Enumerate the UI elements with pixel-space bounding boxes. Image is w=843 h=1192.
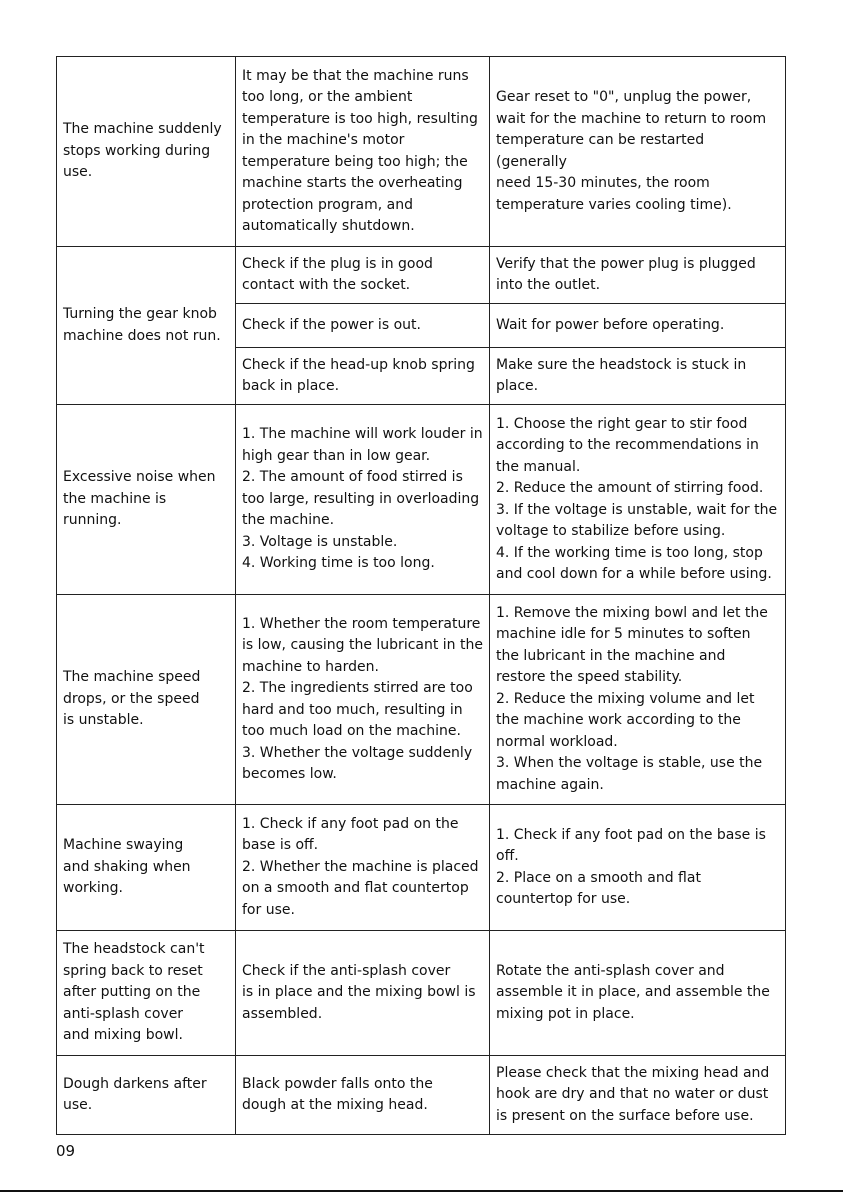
cause-cell: 1. Whether the room temperature is low, causing the lubricant in the machine to harden. 2. The ingredients stirred are too hard and too much, resulting in too much load on the machine. 3. Whether the voltage suddenly becomes low. xyxy=(236,595,490,805)
cause-cell: It may be that the machine runs too long, or the ambient temperature is too high, resulting in the machine's motor temperature being too high; the machine starts the overheating protection program, and automatically shutdown. xyxy=(236,57,490,247)
table-row xyxy=(57,595,786,805)
problem-cell: Excessive noise when the machine is running. xyxy=(57,405,236,595)
problem-cell: Machine swaying and shaking when working. xyxy=(57,805,236,931)
solution-cell: Gear reset to "0", unplug the power, wait for the machine to return to room temperature can be restarted (generally need 15-30 minutes, the room temperature varies cooling time). xyxy=(490,57,786,247)
problem-cell: The machine suddenly stops working during use. xyxy=(57,57,236,247)
solution-cell: 1. Check if any foot pad on the base is off. 2. Place on a smooth and flat countertop for use. xyxy=(490,805,786,931)
cause-cell: Black powder falls onto the dough at the mixing head. xyxy=(236,1056,490,1135)
cause-cell: Check if the power is out. xyxy=(236,304,490,348)
solution-cell: Wait for power before operating. xyxy=(490,304,786,348)
page-number: 09 xyxy=(56,1142,76,1160)
table-row xyxy=(57,247,786,304)
problem-cell: The machine speed drops, or the speed is unstable. xyxy=(57,595,236,805)
solution-cell: Make sure the headstock is stuck in place. xyxy=(490,348,786,405)
table-row xyxy=(57,405,786,595)
cause-cell: 1. The machine will work louder in high gear than in low gear. 2. The amount of food stirred is too large, resulting in overloading the machine. 3. Voltage is unstable. 4. Working time is too long. xyxy=(236,405,490,595)
solution-cell: Verify that the power plug is plugged into the outlet. xyxy=(490,247,786,304)
cause-cell: Check if the plug is in good contact with the socket. xyxy=(236,247,490,304)
cause-cell: Check if the anti-splash cover is in place and the mixing bowl is assembled. xyxy=(236,931,490,1056)
problem-cell: The headstock can't spring back to reset after putting on the anti-splash cover and mixing bowl. xyxy=(57,931,236,1056)
solution-cell: 1. Choose the right gear to stir food according to the recommendations in the manual. 2. Reduce the amount of stirring food. 3. If the voltage is unstable, wait for the voltage to stabilize before using. 4. If the working time is too long, stop and cool down for a while before using. xyxy=(490,405,786,595)
solution-cell: Please check that the mixing head and hook are dry and that no water or dust is present on the surface before use. xyxy=(490,1056,786,1135)
table-row xyxy=(57,931,786,1056)
table-row xyxy=(57,57,786,247)
troubleshooting-table xyxy=(56,56,786,1135)
solution-cell: Rotate the anti-splash cover and assemble it in place, and assemble the mixing pot in place. xyxy=(490,931,786,1056)
solution-cell: 1. Remove the mixing bowl and let the machine idle for 5 minutes to soften the lubricant in the machine and restore the speed stability. 2. Reduce the mixing volume and let the machine work according to the normal workload. 3. When the voltage is stable, use the machine again. xyxy=(490,595,786,805)
cause-cell: 1. Check if any foot pad on the base is off. 2. Whether the machine is placed on a smooth and flat countertop for use. xyxy=(236,805,490,931)
problem-cell: Dough darkens after use. xyxy=(57,1056,236,1135)
table-row xyxy=(57,1056,786,1135)
table-row xyxy=(57,805,786,931)
cause-cell: Check if the head-up knob spring back in place. xyxy=(236,348,490,405)
problem-cell: Turning the gear knob machine does not run. xyxy=(57,247,236,405)
